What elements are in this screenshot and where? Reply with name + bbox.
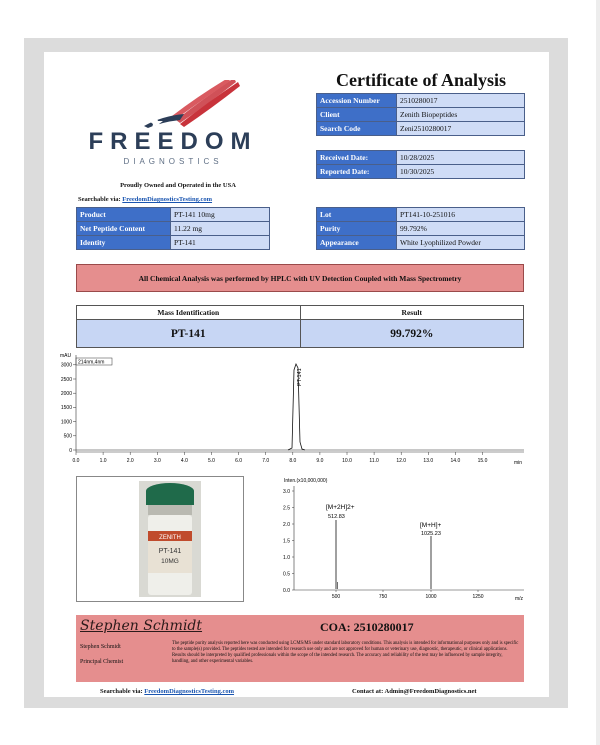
table-row (317, 236, 525, 250)
chrom-y-ticks (61, 363, 76, 454)
chrom-x-tick-label: 8.0 (289, 458, 297, 464)
table-row (77, 236, 270, 250)
chrom-peak-label: PT-141 (297, 368, 303, 386)
chrom-y-tick-label: 2000 (60, 391, 72, 397)
chrom-x-tick-label: 0.0 (72, 458, 80, 464)
table-row (317, 165, 525, 179)
cell-value: PT-141 10mg (171, 208, 270, 222)
result-value: 99.792% (300, 320, 524, 348)
searchable-line (78, 196, 212, 203)
chrom-x-tick-label: 1.0 (99, 458, 107, 464)
cell-value: PT141-10-251016 (397, 208, 525, 222)
cell-label: Client (317, 108, 397, 122)
chrom-x-tick-label: 3.0 (153, 458, 161, 464)
chrom-unit-label: mAU (60, 353, 72, 359)
ms-y-tick-label: 0.5 (283, 571, 290, 578)
signature-footer (76, 615, 524, 682)
ms-y-tick-label: 1.0 (283, 554, 290, 561)
signature: Stephen Schmidt (80, 618, 203, 634)
table-header-row (77, 306, 524, 320)
chrom-y-tick-label: 2500 (60, 376, 72, 383)
logo-wordmark: FREEDOM (88, 128, 258, 155)
table-row (77, 208, 270, 222)
cell-label: Product (77, 208, 171, 222)
bottom-searchable-link[interactable]: FreedomDiagnosticsTesting.com (144, 688, 235, 695)
cell-value: White Lyophilized Powder (397, 236, 525, 250)
cell-value: PT-141 (171, 236, 270, 250)
ms-y-tick-label: 3.0 (283, 488, 290, 495)
freedom-diagnostics-logo (88, 80, 258, 190)
chrom-wavelength: 214nm,4nm (78, 359, 105, 366)
cell-value: 2510280017 (397, 94, 525, 108)
chrom-y-tick-label: 1500 (60, 405, 72, 412)
certificate-page (44, 52, 549, 697)
vial-product: PT-141 (158, 548, 182, 555)
lot-table (316, 207, 525, 250)
cell-value: Zenith Biopeptides (397, 108, 525, 122)
ms-x-ticks (332, 590, 484, 600)
ms-y-tick-label: 1.5 (283, 538, 290, 545)
vial-image (77, 477, 243, 601)
mass-spectrum-chart (270, 476, 530, 602)
chrom-y-tick-label: 1000 (60, 419, 72, 426)
coa-number: COA: 2510280017 (320, 620, 414, 634)
bottom-searchable-label: Searchable via: (100, 688, 143, 695)
ms-x-unit: m/z (515, 596, 524, 602)
cell-label: Accession Number (317, 94, 397, 108)
accession-table (316, 93, 525, 136)
ms-mz-1: 512.83 (328, 514, 345, 520)
cell-label: Net Peptide Content (77, 222, 171, 236)
table-row (317, 222, 525, 236)
cell-label: Appearance (317, 236, 397, 250)
product-table (76, 207, 270, 250)
contact-line: Contact at: Admin@FreedomDiagnostics.net (352, 688, 477, 695)
ms-y-title: Inten.(x10,000,000) (284, 478, 328, 484)
chrom-x-tick-label: 12.0 (396, 458, 407, 464)
searchable-label: Searchable via: (78, 196, 121, 203)
cell-label: Reported Date: (317, 165, 397, 179)
chrom-x-tick-label: 6.0 (235, 458, 243, 464)
table-row (317, 94, 525, 108)
disclaimer-text: The peptide purity analysis reported here was conducted using LCMS/MS under standard laboratory conditions. This analysis is intended for informational purposes only and is specific to the sample(s) provided. The peptides tested are intended for research use only and are not approved for human or veterinary use, diagnostic, therapeutic, or clinical applications. Results should be interpreted by qualified professionals within the scope of the intended research. The accuracy and reliability of the test may be influenced by sample integrity, handling, and other experimental variables. (172, 641, 519, 665)
hplc-chromatogram (58, 352, 528, 472)
ms-y-ticks (283, 489, 294, 594)
logo-subtitle: DIAGNOSTICS (123, 157, 223, 166)
cell-value: Zeni2510280017 (397, 122, 525, 136)
chrom-x-tick-label: 2.0 (126, 458, 134, 464)
ms-ion-2: [M+H]+ (420, 522, 442, 529)
searchable-link[interactable]: FreedomDiagnosticsTesting.com (122, 196, 213, 203)
chrom-x-tick-label: 4.0 (180, 458, 188, 464)
ms-mz-2: 1025.23 (421, 531, 441, 537)
chrom-x-unit: min (514, 460, 523, 466)
chrom-x-tick-label: 10.0 (342, 458, 352, 464)
cell-label: Lot (317, 208, 397, 222)
vial-brand: ZENITH (159, 535, 181, 541)
table-row (317, 208, 525, 222)
chrom-y-tick-label: 3000 (60, 362, 72, 369)
chemist-name: Stephen Schmidt (80, 644, 121, 650)
cell-value: 10/28/2025 (397, 151, 525, 165)
header-mass-identification: Mass Identification (77, 306, 301, 320)
chrom-x-tick-label: 15.0 (477, 458, 488, 464)
table-row (317, 122, 525, 136)
chrom-x-tick-label: 7.0 (262, 458, 270, 464)
cell-value: 11.22 mg (171, 222, 270, 236)
header-result: Result (300, 306, 524, 320)
ms-y-tick-label: 2.5 (283, 505, 290, 512)
chrom-y-tick-label: 0 (69, 447, 72, 454)
ms-x-tick-label: 1250 (472, 594, 484, 600)
chrom-x-tick-label: 9.0 (316, 458, 324, 464)
ms-x-tick-label: 1000 (425, 594, 437, 600)
cell-label: Received Date: (317, 151, 397, 165)
mass-identification-table (76, 305, 524, 348)
table-row (77, 320, 524, 348)
cell-label: Identity (77, 236, 171, 250)
table-row (77, 222, 270, 236)
ms-x-tick-label: 500 (331, 594, 341, 600)
vial-dose: 10MG (161, 558, 179, 565)
table-row (317, 151, 525, 165)
chrom-x-tick-label: 11.0 (369, 458, 379, 464)
cell-value: 99.792% (397, 222, 525, 236)
identity-value: PT-141 (77, 320, 301, 348)
chemist-role: Principal Chemist (80, 659, 124, 665)
owned-tagline: Proudly Owned and Operated in the USA (120, 182, 236, 189)
scrollbar-track[interactable] (596, 0, 600, 745)
bottom-searchable-line (100, 688, 234, 695)
cell-value: 10/30/2025 (397, 165, 525, 179)
ms-x-tick-label: 750 (378, 594, 388, 600)
ms-ion-1: [M+2H]2+ (326, 504, 355, 511)
dates-table (316, 150, 525, 179)
document-title: Certificate of Analysis (336, 70, 506, 90)
chrom-x-tick-label: 13.0 (423, 458, 434, 464)
chrom-x-tick-label: 5.0 (208, 458, 215, 464)
chrom-x-ticks (73, 452, 488, 464)
table-row (317, 108, 525, 122)
ms-y-tick-label: 0.0 (283, 587, 290, 594)
cell-label: Purity (317, 222, 397, 236)
ms-y-tick-label: 2.0 (283, 521, 290, 528)
chrom-y-tick-label: 500 (63, 433, 72, 440)
flag-swoosh-icon (88, 80, 258, 128)
product-vial-photo (76, 476, 244, 602)
method-banner: All Chemical Analysis was performed by HPLC with UV Detection Coupled with Mass Spectrometry (76, 264, 524, 292)
cell-label: Search Code (317, 122, 397, 136)
chrom-x-tick-label: 14.0 (450, 458, 461, 464)
